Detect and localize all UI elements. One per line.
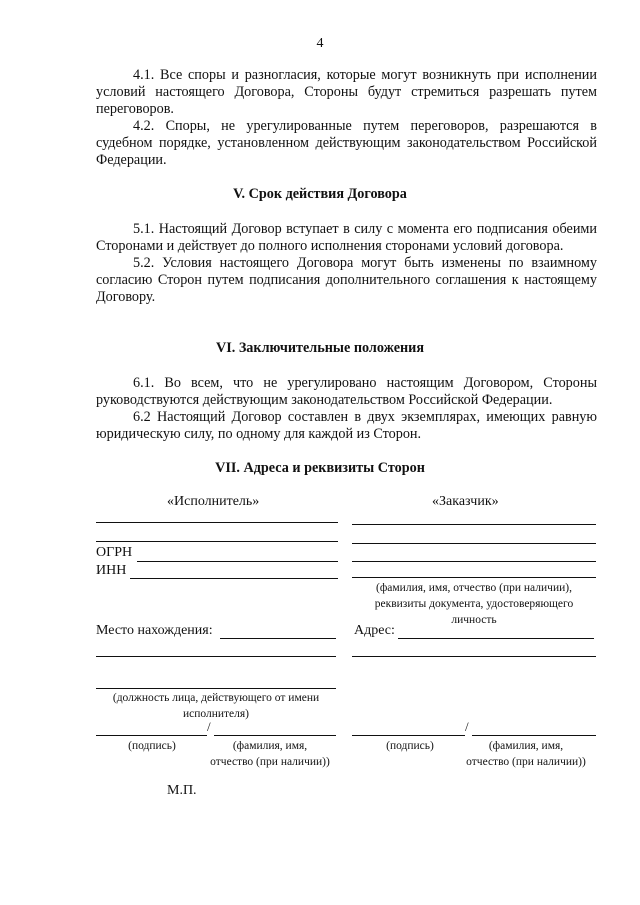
section-6-text <box>96 375 597 443</box>
page-number: 4 <box>316 36 324 51</box>
paragraph-4-1: 4.1. Все споры и разногласия, которые могут возникнуть при исполнении условий настоящего Договора, Стороны будут стремиться разрешать путем переговоров. <box>96 67 597 117</box>
seal-label: М.П. <box>167 783 197 798</box>
executor-slash: / <box>207 719 211 734</box>
ogrn-line <box>137 561 338 562</box>
executor-fio-line <box>214 735 336 736</box>
section-5-heading: V. Срок действия Договора <box>233 186 407 202</box>
executor-signature-line <box>96 735 207 736</box>
address-label: Адрес: <box>354 623 395 638</box>
address-line-2 <box>352 656 596 657</box>
customer-signature-line <box>352 735 465 736</box>
customer-line-2 <box>352 543 596 544</box>
customer-slash: / <box>465 719 469 734</box>
paragraph-4-2: 4.2. Споры, не урегулированные путем переговоров, разрешаются в судебном порядке, установленном действующим законодательством Российской Федерации. <box>96 118 597 168</box>
executor-name-line-2 <box>96 541 338 542</box>
section-5-text <box>96 221 597 306</box>
paragraph-6-2: 6.2 Настоящий Договор составлен в двух экземплярах, имеющих равную юридическую силу, по одному для каждой из Сторон. <box>96 409 597 442</box>
customer-signature-caption: (подпись) <box>386 740 434 752</box>
customer-fio-caption-line-1: (фамилия, имя, <box>488 740 564 752</box>
executor-signature-caption: (подпись) <box>128 740 176 752</box>
customer-title: «Заказчик» <box>432 494 499 509</box>
section-4-text <box>96 67 597 169</box>
location-line-2 <box>96 656 336 657</box>
customer-line-4 <box>352 577 596 578</box>
paragraph-5-1: 5.1. Настоящий Договор вступает в силу с момента его подписания обеими Сторонами и действует до полного исполнения сторонами условий договора. <box>96 221 597 254</box>
location-line-1 <box>220 638 336 639</box>
customer-identity-note: (фамилия, имя, отчество (при наличии), реквизиты документа, удостоверяющего личность <box>374 582 574 626</box>
executor-fio-caption-line-2: отчество (при наличии)) <box>210 756 330 768</box>
executor-title: «Исполнитель» <box>167 494 260 509</box>
inn-line <box>130 578 338 579</box>
executor-fio-caption <box>200 738 340 770</box>
inn-label: ИНН <box>96 563 127 578</box>
position-line <box>96 688 336 689</box>
location-label: Место нахождения: <box>96 623 213 638</box>
customer-line-3 <box>352 561 596 562</box>
position-note: (должность лица, действующего от имени исполнителя) <box>112 692 320 720</box>
paragraph-5-2: 5.2. Условия настоящего Договора могут быть изменены по взаимному согласию Сторон путем подписания дополнительного соглашения к настоящему Договору. <box>96 255 597 305</box>
customer-fio-line <box>472 735 596 736</box>
address-line-1 <box>398 638 594 639</box>
section-6-heading: VI. Заключительные положения <box>215 340 425 356</box>
customer-fio-caption <box>456 738 596 770</box>
ogrn-label: ОГРН <box>96 545 133 560</box>
customer-line-1 <box>352 524 596 525</box>
executor-name-line-1 <box>96 522 338 523</box>
customer-fio-caption-line-2: отчество (при наличии)) <box>466 756 586 768</box>
paragraph-6-1: 6.1. Во всем, что не урегулировано настоящим Договором, Стороны руководствуются действующим законодательством Российской Федерации. <box>96 375 597 408</box>
executor-fio-caption-line-1: (фамилия, имя, <box>232 740 308 752</box>
section-7-heading: VII. Адреса и реквизиты Сторон <box>215 460 425 476</box>
